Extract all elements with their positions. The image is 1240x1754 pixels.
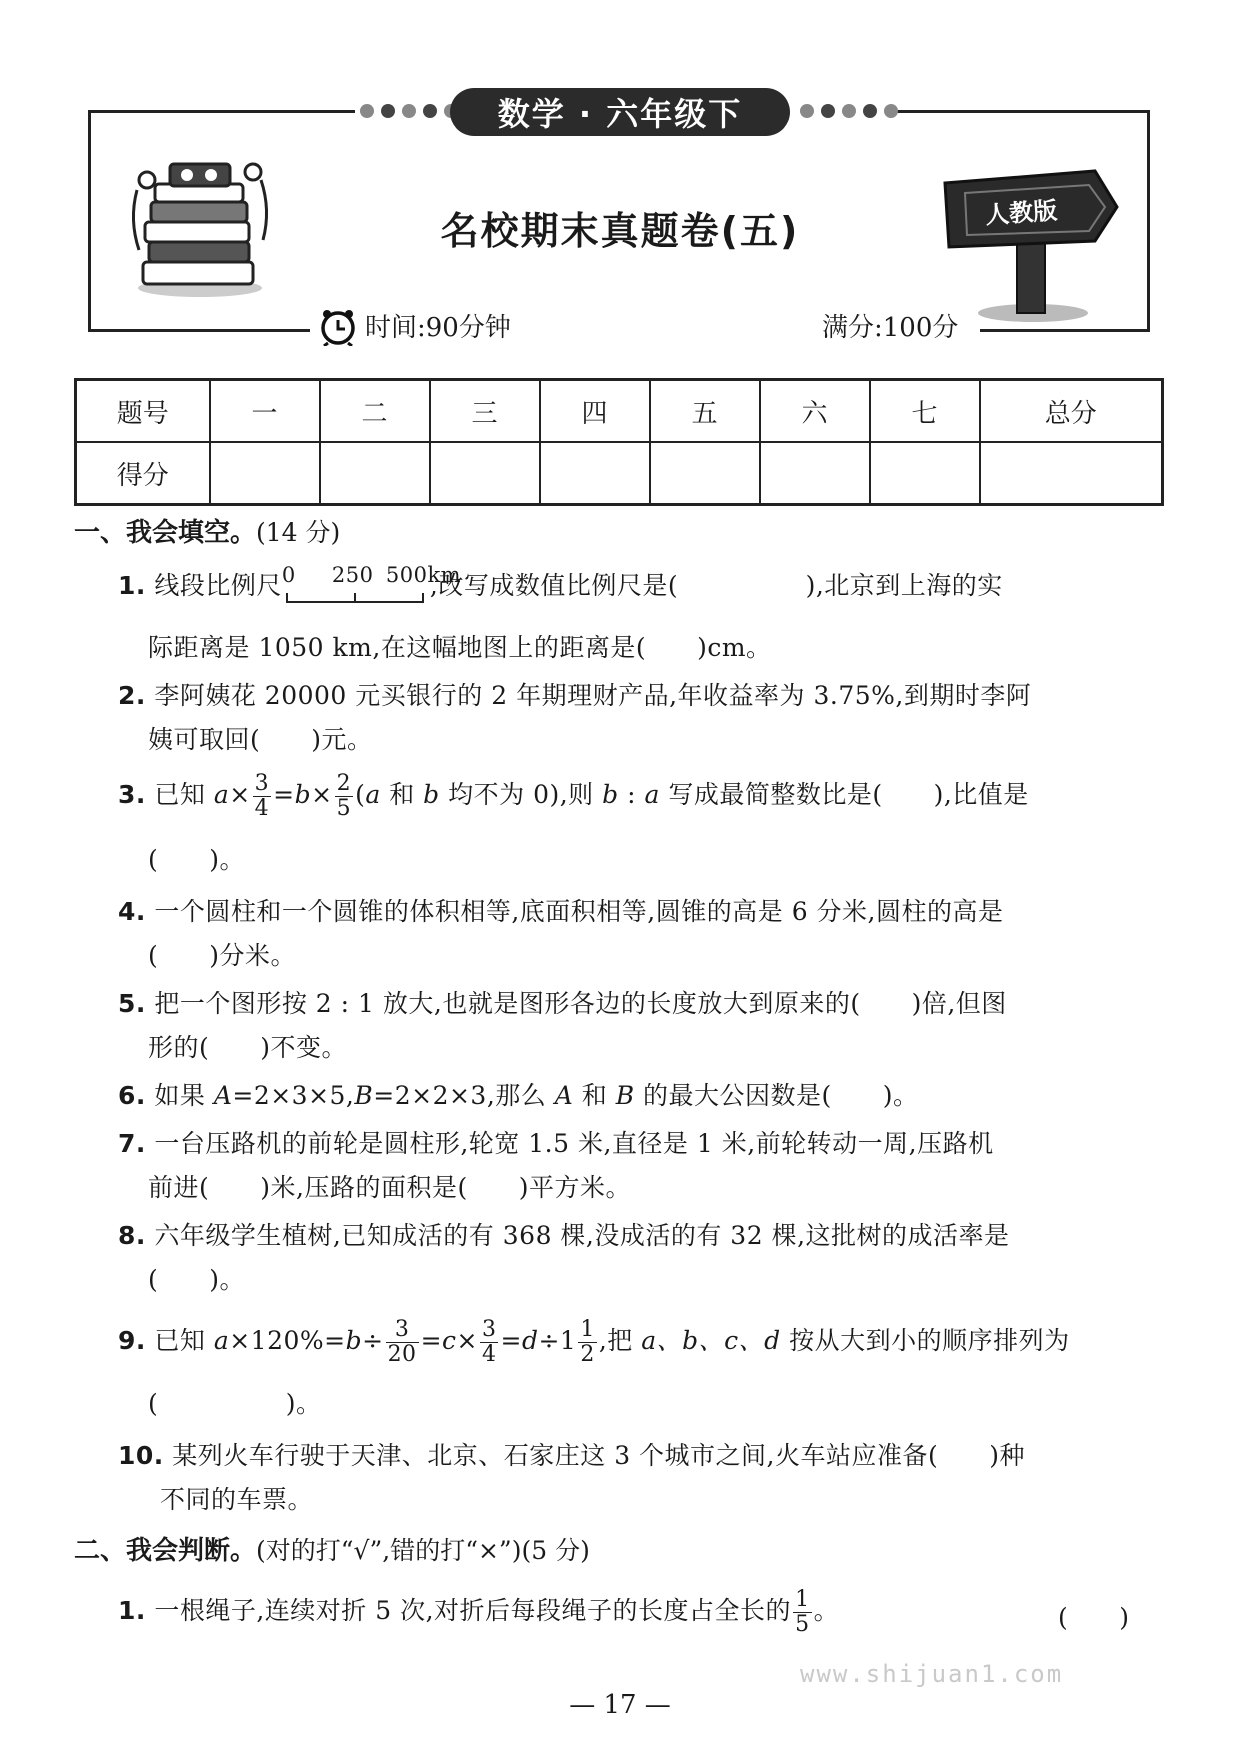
edition-label: 人教版 <box>984 196 1059 230</box>
question-text: 六年级学生植树,已知成活的有 368 棵,没成活的有 32 棵,这批树的成活率是 <box>154 1221 1010 1250</box>
question-text: ,改写成数值比例尺是( ),北京到上海的实 <box>429 571 1003 600</box>
question-6 <box>118 1076 919 1112</box>
question-text: 的最大公因数是( )。 <box>634 1081 919 1110</box>
var-b: b <box>294 780 312 809</box>
score-table <box>74 378 1164 506</box>
question-number: 1. <box>118 1596 146 1625</box>
subject-badge: 数学 · 六年级下 <box>450 88 790 136</box>
score-cell[interactable] <box>430 442 540 505</box>
var-d: d <box>521 1326 539 1355</box>
score-cell[interactable] <box>210 442 320 505</box>
scale-label: 500km <box>385 562 462 587</box>
var-a: a <box>213 780 230 809</box>
var-a: a <box>213 1326 230 1355</box>
scale-label: 0 <box>281 562 296 587</box>
question-text: 已知 <box>154 1326 214 1355</box>
fraction: $\frac{1}{5}$ <box>795 1587 810 1637</box>
full-score: 满分:100分 <box>822 313 959 343</box>
header-cell: 六 <box>760 380 870 443</box>
question-number: 10. <box>118 1441 164 1470</box>
op: × <box>229 780 251 809</box>
question-9-cont: ( )。 <box>148 1389 322 1418</box>
question-4-cont: ( )分米。 <box>148 941 297 970</box>
page-title: 名校期末真题卷(五) <box>440 209 800 253</box>
scale-label: 250 <box>331 562 374 587</box>
question-text: ( <box>355 780 366 809</box>
decor-dots <box>360 104 458 118</box>
score-cell[interactable] <box>760 442 870 505</box>
question-5 <box>118 984 1007 1020</box>
fraction: $\frac{3}{20}$ <box>387 1317 417 1367</box>
judge-question-1 <box>118 1588 839 1637</box>
op: × <box>311 780 333 809</box>
table-row <box>76 442 1163 505</box>
question-10-cont: 不同的车票。 <box>160 1485 314 1514</box>
question-text: 李阿姨花 20000 元买银行的 2 年期理财产品,年收益率为 3.75%,到期时李阿 <box>154 681 1032 710</box>
question-1 <box>118 562 1003 607</box>
row-label: 得分 <box>76 442 210 505</box>
question-number: 6. <box>118 1081 146 1110</box>
op: = <box>500 1326 522 1355</box>
score-cell[interactable] <box>870 442 980 505</box>
section-title: 一、我会填空。 <box>74 518 257 548</box>
question-text: =2×2×3,那么 <box>373 1081 555 1110</box>
question-text: 和 <box>573 1081 616 1110</box>
question-text: 一台压路机的前轮是圆柱形,轮宽 1.5 米,直径是 1 米,前轮转动一周,压路机 <box>154 1129 994 1158</box>
question-text: 写成最简整数比是( ),比值是 <box>659 780 1029 809</box>
time-limit: 时间:90分钟 <box>365 313 511 343</box>
question-2 <box>118 676 1031 712</box>
table-row <box>76 380 1163 443</box>
question-7 <box>118 1124 994 1160</box>
question-3 <box>118 772 1029 821</box>
question-text: 均不为 0),则 <box>439 780 603 809</box>
question-9 <box>118 1318 1070 1367</box>
op: ÷ <box>362 1326 384 1355</box>
section-points: (对的打“√”,错的打“×”)(5 分) <box>256 1536 590 1565</box>
question-5-cont: 形的( )不变。 <box>148 1033 348 1062</box>
question-3-cont: ( )。 <box>148 845 246 874</box>
var-B: B <box>354 1081 374 1110</box>
question-7-cont: 前进( )米,压路的面积是( )平方米。 <box>148 1173 631 1202</box>
question-text: 如果 <box>154 1081 214 1110</box>
header-cell: 五 <box>650 380 760 443</box>
edition-sign <box>935 165 1125 329</box>
score-cell[interactable] <box>980 442 1163 505</box>
header-cell: 七 <box>870 380 980 443</box>
question-text: ×120%= <box>229 1326 346 1355</box>
question-text: 某列火车行驶于天津、北京、石家庄这 3 个城市之间,火车站应准备( )种 <box>172 1441 1026 1470</box>
question-number: 3. <box>118 780 146 809</box>
var-b: b <box>345 1326 363 1355</box>
header-cell: 二 <box>320 380 430 443</box>
question-number: 2. <box>118 681 146 710</box>
decor-dots <box>800 104 898 118</box>
header-cell: 题号 <box>76 380 210 443</box>
fraction: $\frac{1}{2}$ <box>580 1317 595 1367</box>
scale-bar <box>281 562 462 607</box>
question-text: 一根绳子,连续对折 5 次,对折后每段绳子的长度占全长的 <box>154 1596 792 1625</box>
var-list: a、b、c、d <box>641 1326 781 1355</box>
question-1-cont: 际距离是 1050 km,在这幅地图上的距离是( )cm。 <box>148 633 772 662</box>
question-number: 8. <box>118 1221 146 1250</box>
question-text: 按从大到小的顺序排列为 <box>780 1326 1070 1355</box>
question-10 <box>118 1436 1025 1472</box>
var-b: b <box>423 780 440 809</box>
var-a: a <box>644 780 660 809</box>
op: × <box>456 1326 478 1355</box>
op: : <box>618 780 645 809</box>
header-cell: 四 <box>540 380 650 443</box>
answer-blank[interactable]: ( ) <box>1058 1603 1130 1632</box>
question-number: 4. <box>118 897 146 926</box>
var-c: c <box>442 1326 457 1355</box>
question-text: ,把 <box>598 1326 642 1355</box>
question-text: =2×3×5, <box>232 1081 355 1110</box>
question-text: 。 <box>813 1596 840 1625</box>
fraction: $\frac{3}{4}$ <box>254 771 270 821</box>
var-A: A <box>554 1081 574 1110</box>
var-a: a <box>365 780 381 809</box>
section-heading <box>74 1530 590 1567</box>
question-number: 7. <box>118 1129 146 1158</box>
section-heading <box>74 512 340 549</box>
question-8-cont: ( )。 <box>148 1265 246 1294</box>
question-number: 1. <box>118 571 146 600</box>
header-cell: 三 <box>430 380 540 443</box>
score-cell[interactable] <box>320 442 430 505</box>
score-cell[interactable] <box>540 442 650 505</box>
question-number: 9. <box>118 1326 146 1355</box>
score-cell[interactable] <box>650 442 760 505</box>
header-cell: 一 <box>210 380 320 443</box>
question-text: 和 <box>380 780 424 809</box>
question-2-cont: 姨可取回( )元。 <box>148 725 373 754</box>
op: = <box>273 780 295 809</box>
section-title: 二、我会判断。 <box>74 1536 257 1566</box>
question-text: 一个圆柱和一个圆锥的体积相等,底面积相等,圆锥的高是 6 分米,圆柱的高是 <box>154 897 1004 926</box>
var-b: b <box>602 780 619 809</box>
clock-icon <box>318 306 358 350</box>
var-B: B <box>615 1081 635 1110</box>
header-cell: 总分 <box>980 380 1163 443</box>
op: = <box>420 1326 443 1355</box>
op: ÷1 <box>538 1326 577 1355</box>
var-A: A <box>213 1081 233 1110</box>
question-text: 把一个图形按 2 : 1 放大,也就是图形各边的长度放大到原来的( )倍,但图 <box>154 989 1007 1018</box>
question-4 <box>118 892 1004 928</box>
fraction: $\frac{3}{4}$ <box>481 1317 497 1367</box>
question-number: 5. <box>118 989 146 1018</box>
section-points: (14 分) <box>256 518 341 547</box>
question-text: 线段比例尺 <box>154 571 282 600</box>
signpost-icon <box>935 165 1125 325</box>
watermark: www.shijuan1.com <box>800 1660 1064 1688</box>
fraction: $\frac{2}{5}$ <box>336 771 352 821</box>
question-8 <box>118 1216 1010 1252</box>
question-text: 已知 <box>154 780 214 809</box>
page-number: — 17 — <box>569 1690 671 1720</box>
